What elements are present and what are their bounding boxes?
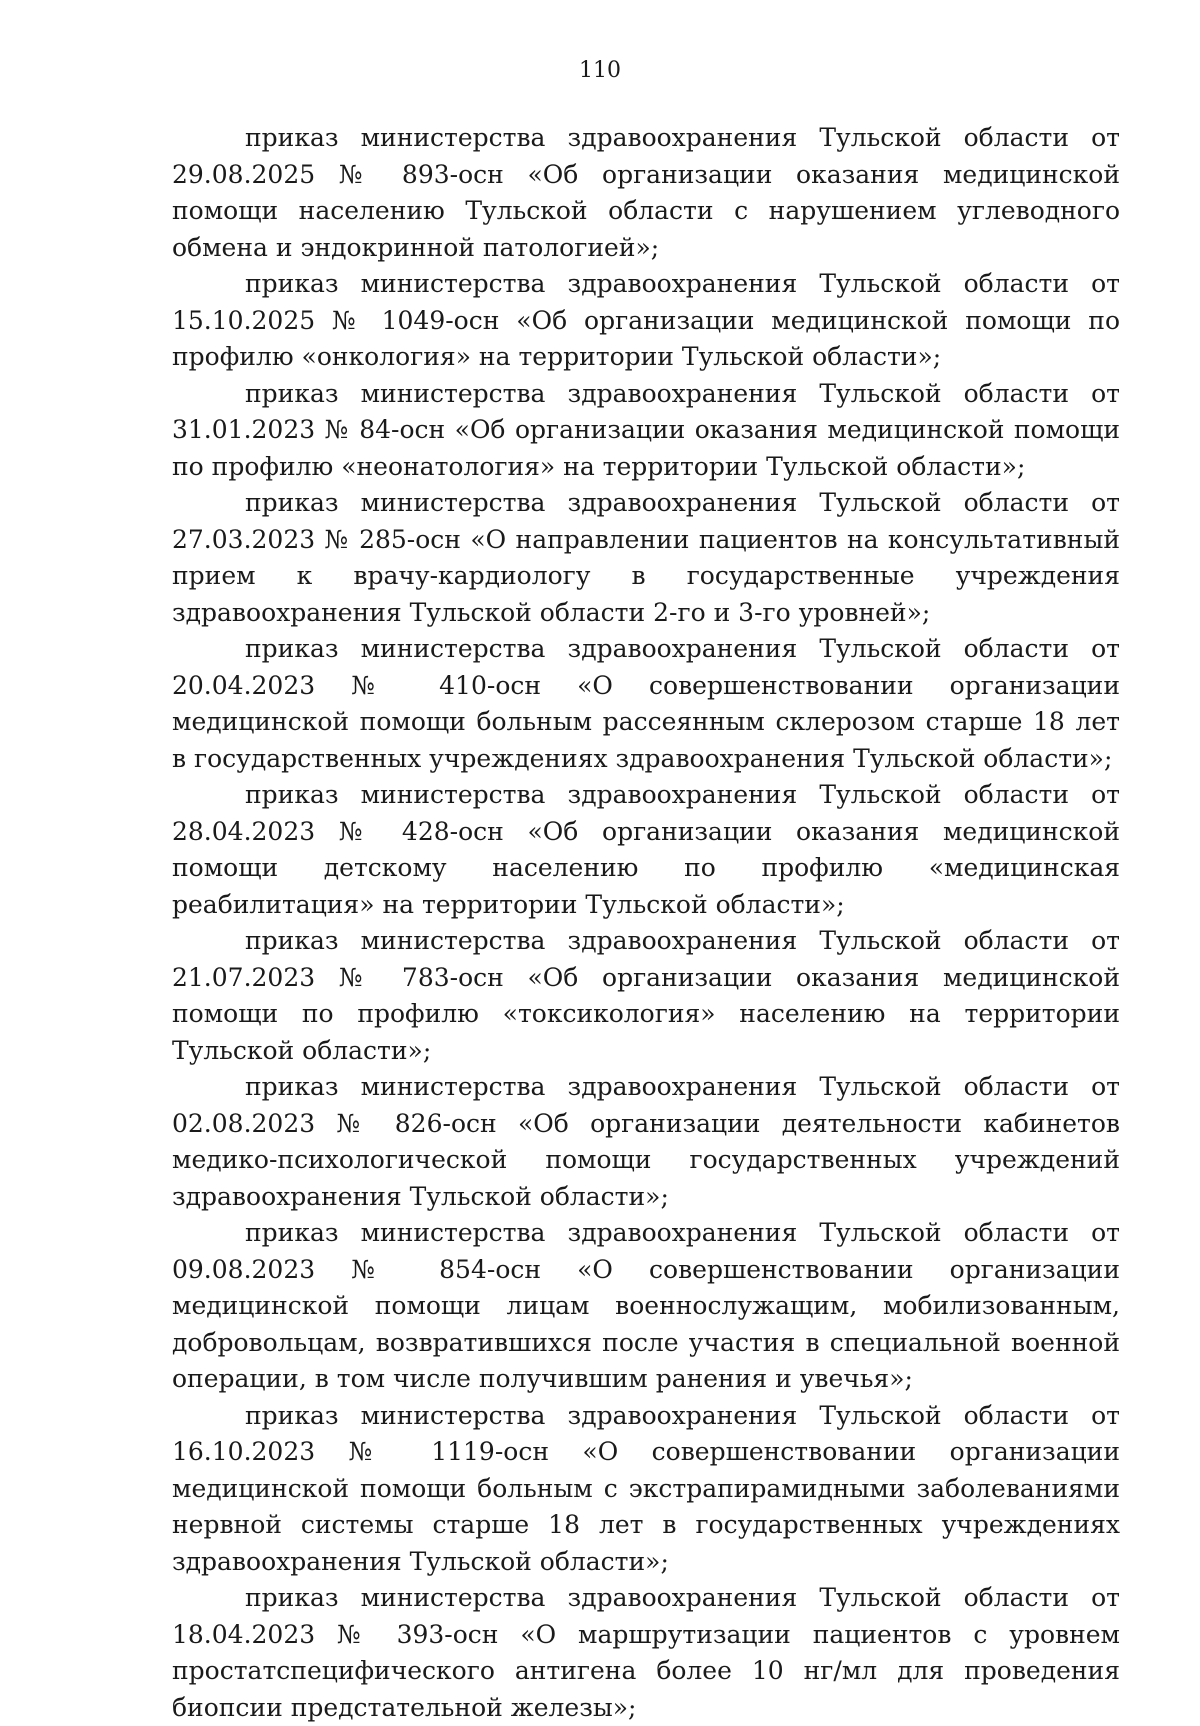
order-item: приказ министерства здравоохранения Тульской области от 31.01.2023 № 84-осн «Об организации оказания медицинской помощи по профилю «неонатология» на территории Тульской области»; xyxy=(172,378,1120,481)
order-item: приказ министерства здравоохранения Тульской области от 16.10.2023 № 1119-осн «О совершенствовании организации медицинской помощи больным с экстрапирамидными заболеваниями нервной системы старше 18 лет в государственных учреждениях здравоохранения Тульской области»; xyxy=(172,1400,1120,1576)
order-item: приказ министерства здравоохранения Тульской области от 29.08.2025 № 893-осн «Об организации оказания медицинской помощи населению Тульской области с нарушением углеводного обмена и эндокринной патологией»; xyxy=(172,123,1120,262)
document-body xyxy=(172,120,1120,1726)
order-item: приказ министерства здравоохранения Тульской области от 20.04.2023 № 410-осн «О совершенствовании организации медицинской помощи больным рассеянным склерозом старше 18 лет в государственных учреждениях здравоохранения Тульской области»; xyxy=(172,634,1120,773)
order-item: приказ министерства здравоохранения Тульской области от 28.04.2023 № 428-осн «Об организации оказания медицинской помощи детскому населению по профилю «медицинская реабилитация» на территории Тульской области»; xyxy=(172,780,1120,919)
page-number: 110 xyxy=(579,58,621,83)
order-item: приказ министерства здравоохранения Тульской области от 18.04.2023 № 393-осн «О маршрутизации пациентов с уровнем простатспецифического антигена более 10 нг/мл для проведения биопсии предстательной железы»; xyxy=(172,1583,1120,1722)
order-item: приказ министерства здравоохранения Тульской области от 09.08.2023 № 854-осн «О совершенствовании организации медицинской помощи лицам военнослужащим, мобилизованным, добровольцам, возвратившихся после участия в специальной военной операции, в том числе получившим ранения и увечья»; xyxy=(172,1218,1120,1393)
order-item: приказ министерства здравоохранения Тульской области от 27.03.2023 № 285-осн «О направлении пациентов на консультативный прием к врачу-кардиологу в государственные учреждения здравоохранения Тульской области 2-го и 3-го уровней»; xyxy=(172,488,1120,627)
order-item: приказ министерства здравоохранения Тульской области от 21.07.2023 № 783-осн «Об организации оказания медицинской помощи по профилю «токсикология» населению на территории Тульской области»; xyxy=(172,926,1120,1065)
order-item: приказ министерства здравоохранения Тульской области от 02.08.2023 № 826-осн «Об организации деятельности кабинетов медико-психологической помощи государственных учреждений здравоохранения Тульской области»; xyxy=(172,1072,1120,1211)
order-item: приказ министерства здравоохранения Тульской области от 15.10.2025 № 1049-осн «Об организации медицинской помощи по профилю «онкология» на территории Тульской области»; xyxy=(172,269,1120,371)
